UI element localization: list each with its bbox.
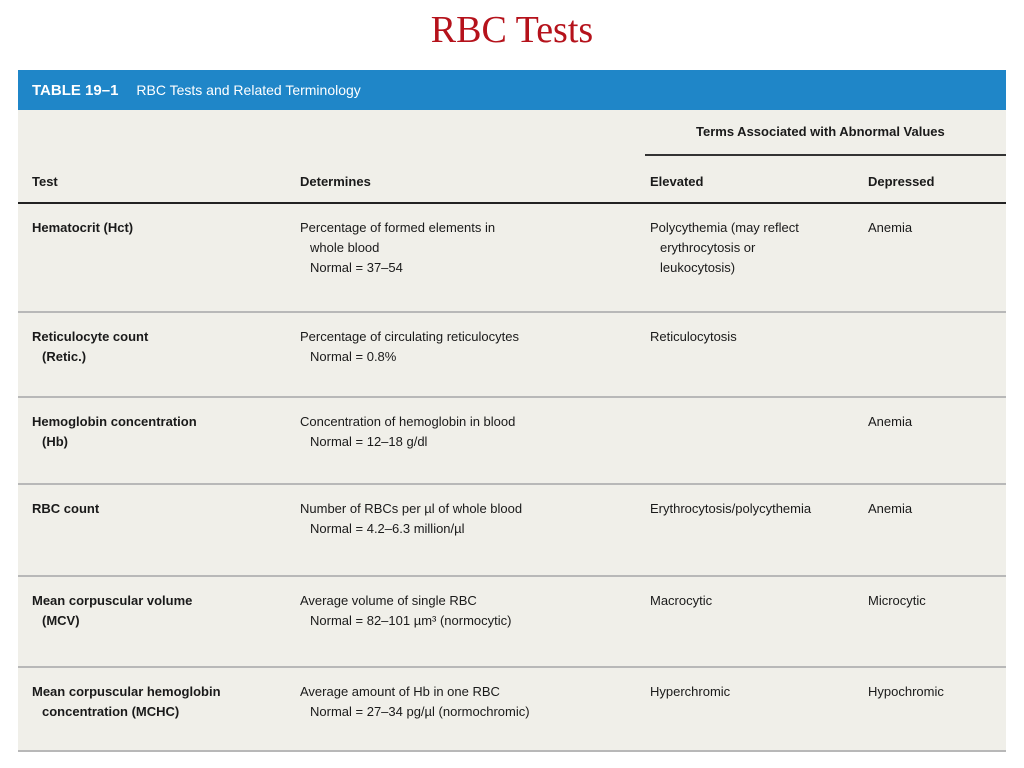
cell-determines-line: Normal = 37–54 — [310, 260, 403, 275]
cell-determines — [300, 682, 530, 722]
cell-depressed — [868, 499, 912, 519]
cell-test-line: (MCV) — [42, 613, 80, 628]
column-header-determines: Determines — [300, 174, 371, 189]
cell-determines — [300, 412, 515, 452]
group-header-rule — [645, 154, 1006, 156]
cell-elevated — [650, 682, 730, 702]
cell-test-line: Reticulocyte count — [32, 329, 149, 344]
cell-determines-line: Normal = 27–34 pg/µl (normochromic) — [310, 704, 530, 719]
cell-depressed-line: Hypochromic — [868, 684, 944, 699]
cell-elevated — [650, 327, 737, 347]
cell-depressed-line: Anemia — [868, 501, 913, 516]
cell-determines-line: Percentage of circulating reticulocytes — [300, 329, 519, 344]
column-header-elevated: Elevated — [650, 174, 704, 189]
cell-determines-line: Average amount of Hb in one RBC — [300, 684, 500, 699]
slide-title: RBC Tests — [430, 9, 594, 51]
cell-determines-line: Normal = 82–101 µm³ (normocytic) — [310, 613, 512, 628]
column-header-depressed: Depressed — [868, 174, 935, 189]
table-number: TABLE 19–1 — [32, 81, 119, 99]
cell-determines-line: Number of RBCs per µl of whole blood — [300, 501, 523, 516]
cell-depressed — [868, 591, 926, 611]
cell-elevated — [650, 218, 799, 278]
group-header-row — [18, 110, 1006, 156]
cell-depressed-line: Anemia — [868, 220, 913, 235]
table-row — [18, 398, 1006, 485]
cell-test-line: Hematocrit (Hct) — [32, 220, 134, 235]
cell-depressed-line: Microcytic — [868, 593, 926, 608]
table-row — [18, 204, 1006, 313]
cell-test-line: (Hb) — [42, 434, 68, 449]
cell-test — [32, 412, 197, 452]
cell-elevated — [650, 591, 712, 611]
rbc-tests-table — [18, 70, 1006, 750]
column-header-test: Test — [32, 174, 58, 189]
cell-elevated-line: Hyperchromic — [650, 684, 731, 699]
cell-elevated-line: erythrocytosis or — [660, 240, 756, 255]
cell-elevated-line: Erythrocytosis/polycythemia — [650, 501, 812, 516]
table-caption-bar — [18, 70, 1006, 110]
cell-depressed-line: Anemia — [868, 414, 913, 429]
cell-determines — [300, 218, 495, 278]
cell-determines-line: Normal = 4.2–6.3 million/µl — [310, 521, 465, 536]
cell-test-line: concentration (MCHC) — [42, 704, 180, 719]
cell-depressed — [868, 682, 944, 702]
column-headers — [18, 158, 1006, 204]
cell-test-line: (Retic.) — [42, 349, 87, 364]
cell-elevated-line: Reticulocytosis — [650, 329, 737, 344]
cell-test — [32, 682, 221, 722]
table-title: RBC Tests and Related Terminology — [136, 82, 361, 98]
cell-elevated-line: leukocytosis) — [660, 260, 736, 275]
table-row — [18, 313, 1006, 398]
cell-determines-line: Normal = 12–18 g/dl — [310, 434, 428, 449]
table-row — [18, 577, 1006, 668]
cell-depressed — [868, 412, 912, 432]
cell-depressed — [868, 218, 912, 238]
cell-determines-line: Concentration of hemoglobin in blood — [300, 414, 516, 429]
cell-elevated — [650, 499, 811, 519]
cell-test-line: RBC count — [32, 501, 100, 516]
cell-determines — [300, 591, 511, 631]
cell-determines-line: Percentage of formed elements in — [300, 220, 496, 235]
cell-determines-line: Average volume of single RBC — [300, 593, 477, 608]
table-row — [18, 668, 1006, 752]
table-row — [18, 485, 1006, 577]
cell-test — [32, 499, 99, 519]
cell-test — [32, 218, 133, 238]
cell-elevated-line: Macrocytic — [650, 593, 713, 608]
cell-determines-line: whole blood — [310, 240, 380, 255]
cell-determines — [300, 499, 522, 539]
group-header-label: Terms Associated with Abnormal Values — [696, 124, 945, 139]
cell-elevated-line: Polycythemia (may reflect — [650, 220, 799, 235]
cell-test — [32, 327, 148, 367]
cell-determines-line: Normal = 0.8% — [310, 349, 397, 364]
cell-test-line: Hemoglobin concentration — [32, 414, 197, 429]
cell-test — [32, 591, 192, 631]
cell-test-line: Mean corpuscular hemoglobin — [32, 684, 221, 699]
cell-test-line: Mean corpuscular volume — [32, 593, 193, 608]
cell-determines — [300, 327, 519, 367]
